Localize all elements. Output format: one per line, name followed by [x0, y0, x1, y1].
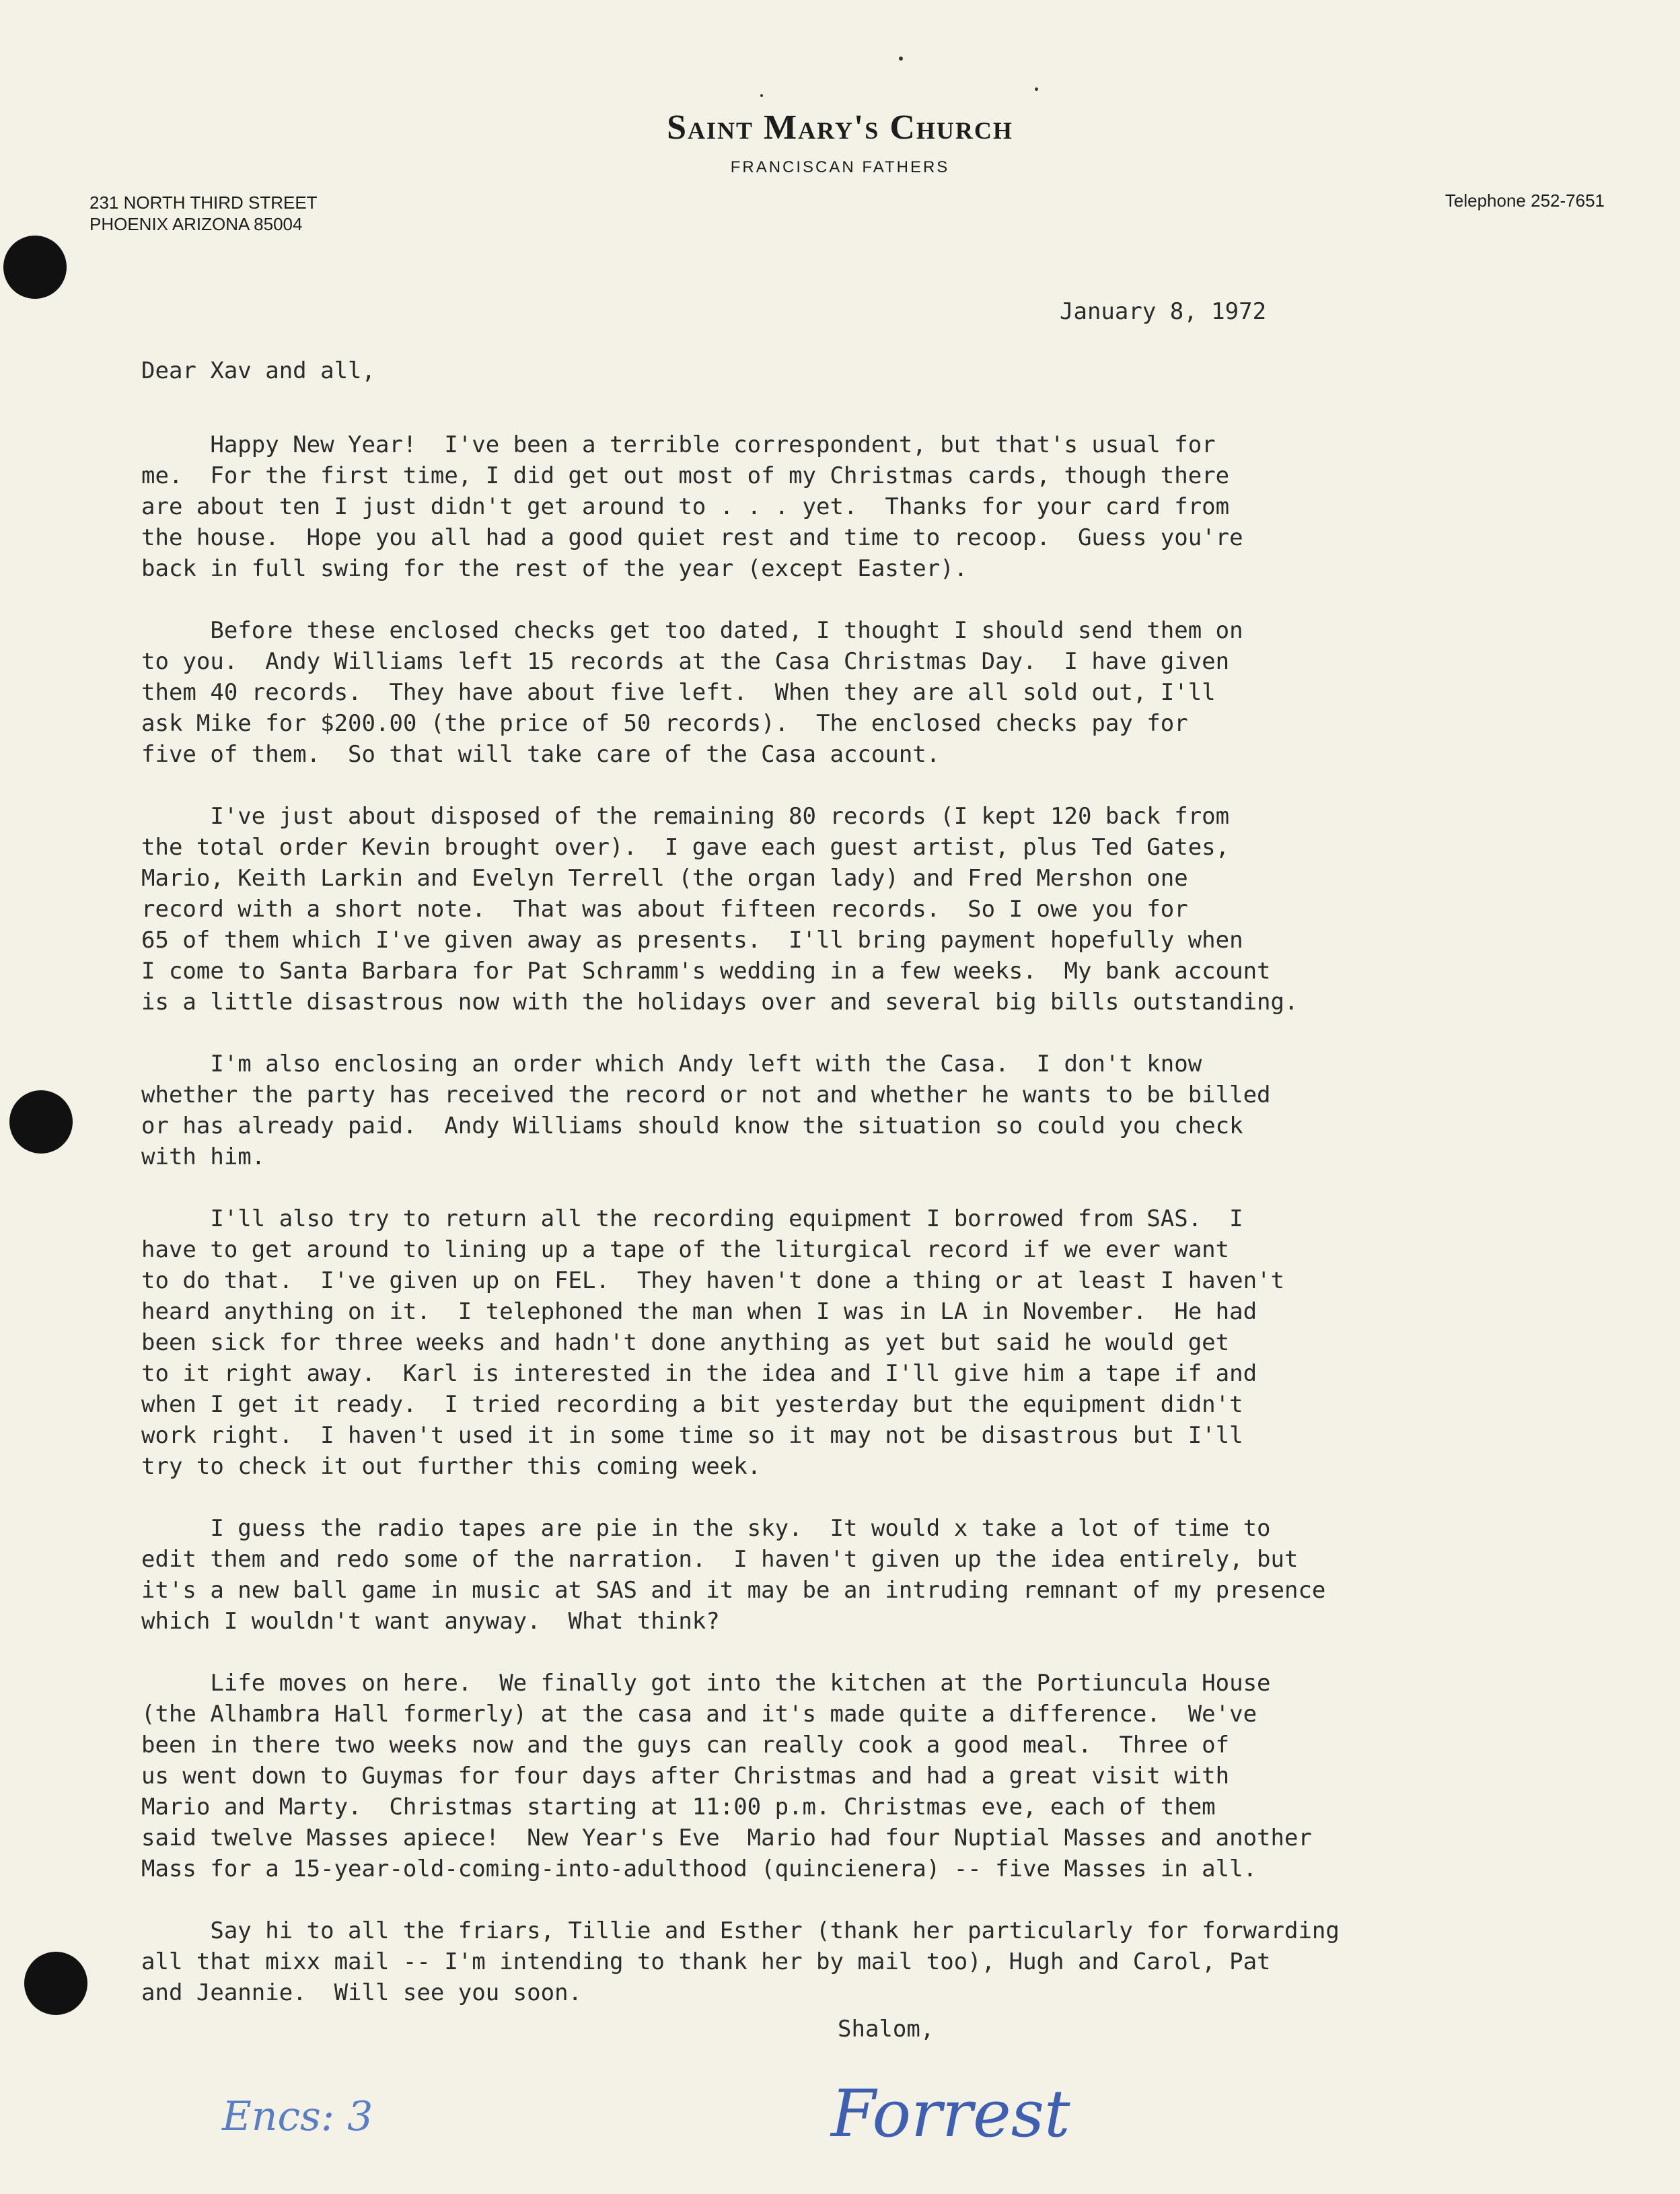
address-line-2: PHOENIX ARIZONA 85004 — [89, 214, 303, 234]
address-line-1: 231 NORTH THIRD STREET — [89, 192, 318, 213]
paragraph: Life moves on here. We finally got into the kitchen at the Portiuncula House (the Alhambra Hall formerly) at the casa and it's made quite a difference. We've been in there two weeks now and the guys can really cook a good meal. Three of us went down to Guymas for four days after Christmas and had a great visit with Mario and Marty. Christmas starting at 11:00 p.m. Christmas eve, each of them said twelve Masses apiece! New Year's Eve Mario had four Nuptial Masses and another Mass for a 15-year-old-coming-into-adulthood (quincienera) -- five Masses in all. — [141, 1670, 1312, 1882]
church-address — [89, 192, 318, 235]
letter-body — [141, 429, 1642, 2039]
handwritten-signature: Forrest — [831, 2076, 1070, 2152]
closing: Shalom, — [838, 2016, 935, 2043]
letterhead — [0, 108, 1680, 177]
paragraph: I'm also enclosing an order which Andy left with the Casa. I don't know whether the party has received the record or not and whether he wants to be billed or has already paid. Andy Williams should know the situation so could you check with him. — [141, 1051, 1271, 1170]
punch-hole-top — [3, 236, 67, 299]
church-name: Saint Mary's Church — [667, 108, 1013, 147]
handwritten-enclosure-note: Encs: 3 — [222, 2093, 373, 2140]
paragraph: I've just about disposed of the remaining 80 records (I kept 120 back from the total order Kevin brought over). I gave each guest artist, plus Ted Gates, Mario, Keith Larkin and Evelyn Terrell (the organ lady) and Fred Mershon one record with a short note. That was about fifteen records. So I owe you for 65 of them which I've given away as presents. I'll bring payment hopefully when I come to Santa Barbara for Pat Schramm's wedding in a few weeks. My bank account is a little disastrous now with the holidays over and several big bills outstanding. — [141, 803, 1299, 1016]
punch-hole-bottom — [24, 1952, 87, 2015]
paragraph: Happy New Year! I've been a terrible correspondent, but that's usual for me. For the first time, I did get out most of my Christmas cards, though there are about ten I just didn't get around to . . . yet. Thanks for your card from the house. Hope you all had a good quiet rest and time to recoop. Guess you're back in full swing for the rest of the year (except Easter). — [141, 431, 1243, 582]
ink-speck — [1035, 87, 1038, 91]
ink-speck — [760, 94, 763, 97]
letter-date: January 8, 1972 — [1060, 298, 1267, 325]
paragraph: Before these enclosed checks get too dated, I thought I should send them on to you. Andy Williams left 15 records at the Casa Christmas Day. I have given them 40 records. They have about five left. When they are all sold out, I'll ask Mike for $200.00 (the price of 50 records). The enclosed checks pay for five of them. So that will take care of the Casa account. — [141, 617, 1243, 768]
salutation: Dear Xav and all, — [141, 357, 375, 384]
telephone: Telephone 252-7651 — [1445, 190, 1605, 211]
paragraph: I guess the radio tapes are pie in the sky. It would x take a lot of time to edit them and redo some of the narration. I haven't given up the idea entirely, but it's a new ball game in music at SAS and it may be an intruding remnant of my presence which I wouldn't want anyway. What think? — [141, 1515, 1326, 1635]
punch-hole-middle — [9, 1090, 73, 1154]
order-name: FRANCISCAN FATHERS — [730, 158, 950, 176]
paragraph: Say hi to all the friars, Tillie and Esther (thank her particularly for forwarding all that mixx mail -- I'm intending to thank her by mail too), Hugh and Carol, Pat and Jeannie. Will see you soon. — [141, 1917, 1340, 2006]
ink-speck — [899, 57, 903, 61]
paragraph: I'll also try to return all the recording equipment I borrowed from SAS. I have to get around to lining up a tape of the liturgical record if we ever want to do that. I've given up on FEL. They haven't done a thing or at least I haven't heard anything on it. I telephoned the man when I was in LA in November. He had been sick for three weeks and hadn't done anything as yet but said he would get to it right away. Karl is interested in the idea and I'll give him a tape if and when I get it ready. I tried recording a bit yesterday but the equipment didn't work right. I haven't used it in some time so it may not be disastrous but I'll try to check it out further this coming week. — [141, 1205, 1284, 1480]
